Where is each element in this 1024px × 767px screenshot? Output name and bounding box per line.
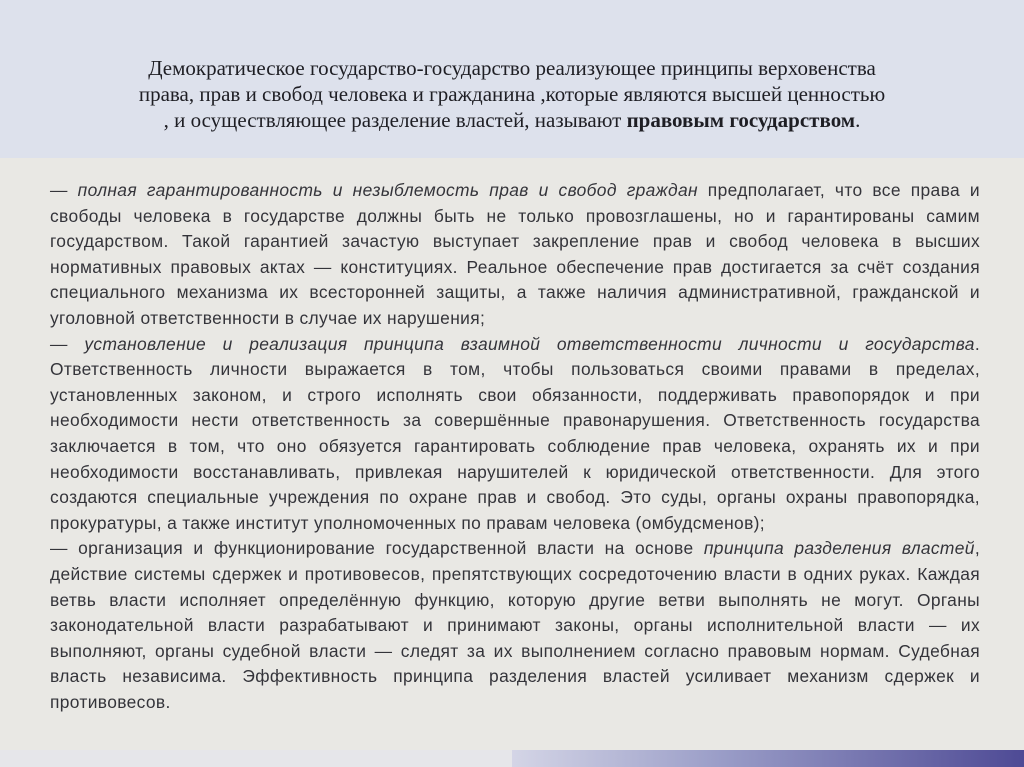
scanned-textbook-image: [0, 158, 1024, 750]
title-line-2: права, прав и свобод человека и гражданина ,которые являются высшей ценностью: [138, 82, 886, 106]
paragraph-guarantee-of-rights: [50, 178, 980, 332]
paragraph-mutual-responsibility: [50, 332, 980, 537]
slide-title: [70, 55, 954, 133]
paragraph-separation-of-powers: [50, 536, 980, 715]
paragraph-2-italic: — установление и реализация принципа взаимной ответственности личности и государства: [50, 333, 975, 354]
paragraph-3-text: , действие системы сдержек и противовесов, препятствующих сосредоточению власти в одних руках. Каждая ветвь власти исполняет определённую функцию, которую другие ветви выполнять не могут. Органы законодательной власти разрабатывают и принимают законы, органы исполнительной власти — их выполняют, органы судебной власти — следят за их выполнением согласно правовым нормам. Судебная власть независима. Эффективность принципа разделения властей усиливает механизм сдержек и противовесов.: [50, 538, 981, 712]
paragraph-1-italic: — полная гарантированность и незыблемость прав и свобод граждан: [50, 180, 698, 200]
paragraph-3-start: — организация и функционирование государственной власти на основе: [50, 538, 704, 559]
title-line-3-suffix: .: [855, 108, 861, 132]
footer-strip: [0, 750, 512, 767]
title-line-3-prefix: , и осуществляющее разделение властей, называют: [163, 108, 627, 132]
title-line-1: Демократическое государство-государство реализующее принципы верховенства: [148, 56, 876, 80]
paragraph-2-text: . Ответственность личности выражается в том, чтобы пользоваться своими правами в пределах, установленных законом, и строго исполнять свои обязанности, поддерживать правопорядок и при необходимости нести ответственность за совершённые правонарушения. Ответственность государства заключается в том, что оно обязуется гарантировать соблюдение прав человека, охранять их и при необходимости восстанавливать, привлекая нарушителей к юридической ответственности. Для этого создаются специальные учреждения по охране прав и свобод. Это суды, органы охраны правопорядка, прокуратуры, а также институт уполномоченных по правам человека (омбудсменов);: [50, 333, 980, 533]
title-line-3: [70, 107, 954, 133]
title-bold-term: правовым государством: [626, 108, 856, 132]
paragraph-1-text: предполагает, что все права и свободы человека в государстве должны быть не только провозглашены, но и гарантированы самим государством. Такой гарантией зачастую выступает закрепление прав и свобод человека в высших нормативных правовых актах — конституциях. Реальное обеспечение прав достигается за счёт создания специального механизма их всесторонней защиты, а также наличия административной, гражданской и уголовной ответственности в случае их нарушения;: [50, 180, 980, 328]
paragraph-3-italic: принципа разделения властей: [703, 538, 975, 559]
scanned-text-body: [50, 178, 980, 715]
footer-gradient-bar: [512, 750, 1024, 767]
